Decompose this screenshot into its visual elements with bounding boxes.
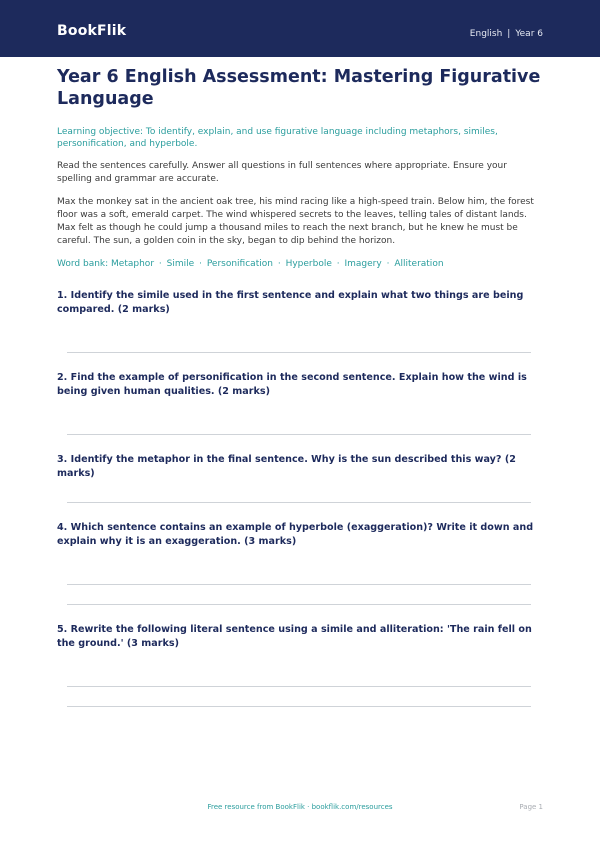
word-bank-separator: ·	[158, 259, 162, 269]
word-bank-item: Alliteration	[394, 259, 444, 269]
word-bank-separator: ·	[336, 259, 340, 269]
word-bank-item: Hyperbole	[285, 259, 332, 269]
question-3	[57, 453, 543, 481]
learning-objective: Learning objective: To identify, explain, and use figurative language including metaphors, similes, personification, and hyperbole.	[57, 127, 498, 149]
page-title: Year 6 English Assessment: Mastering Figurative Language	[57, 67, 541, 109]
word-bank-separator: ·	[386, 259, 390, 269]
word-bank-separator: ·	[277, 259, 281, 269]
answer-line[interactable]	[67, 604, 531, 605]
word-bank	[57, 258, 543, 270]
word-bank-item: Imagery	[344, 259, 382, 269]
question-text: 3. Identify the metaphor in the final sentence. Why is the sun described this way? (2 marks)	[57, 454, 516, 479]
brand-logo-text[interactable]: BookFlik	[57, 23, 127, 39]
answer-line[interactable]	[67, 502, 531, 503]
answer-line[interactable]	[67, 352, 531, 353]
question-text: 4. Which sentence contains an example of hyperbole (exaggeration)? Write it down and explain why it is an exaggeration. (3 marks)	[57, 522, 534, 547]
page-number: Page 1	[519, 803, 543, 811]
answer-line[interactable]	[67, 584, 531, 585]
word-bank-label: Word bank:	[57, 259, 109, 269]
answer-line[interactable]	[67, 686, 531, 687]
word-bank-item: Simile	[166, 259, 195, 269]
answer-line[interactable]	[67, 434, 531, 435]
subject-label: English	[469, 29, 503, 39]
header-separator: |	[507, 29, 511, 39]
footer-credit[interactable]: Free resource from BookFlik · bookflik.com/resources	[207, 803, 393, 811]
answer-line[interactable]	[67, 706, 531, 707]
word-bank-item: Metaphor	[111, 259, 155, 269]
instructions: Read the sentences carefully. Answer all questions in full sentences where appropriate. Ensure your spelling and grammar are accurate.	[57, 161, 507, 184]
question-text: 5. Rewrite the following literal sentence using a simile and alliteration: 'The rain fell on the ground.' (3 marks)	[57, 624, 532, 649]
question-text: 2. Find the example of personification in the second sentence. Explain how the wind is being given human qualities. (2 marks)	[57, 372, 527, 397]
word-bank-separator: ·	[199, 259, 202, 269]
question-1	[57, 289, 543, 317]
question-2	[57, 371, 543, 399]
intro-section	[57, 66, 543, 270]
subject-year-label	[470, 29, 543, 39]
question-text: 1. Identify the simile used in the first sentence and explain what two things are being compared. (2 marks)	[57, 290, 524, 315]
page-header	[0, 0, 600, 57]
question-4	[57, 521, 543, 549]
question-5	[57, 623, 543, 651]
year-label: Year 6	[515, 29, 543, 39]
passage: Max the monkey sat in the ancient oak tree, his mind racing like a high-speed train. Below him, the forest floor was a soft, emerald carpet. The wind whispered secrets to the leaves, telling tales of distant lands. Max felt as though he could jump a thousand miles to reach the next branch, but he knew he must be careful. The sun, a golden coin in the sky, began to dip behind the horizon.	[57, 197, 534, 246]
word-bank-item: Personification	[206, 259, 273, 269]
